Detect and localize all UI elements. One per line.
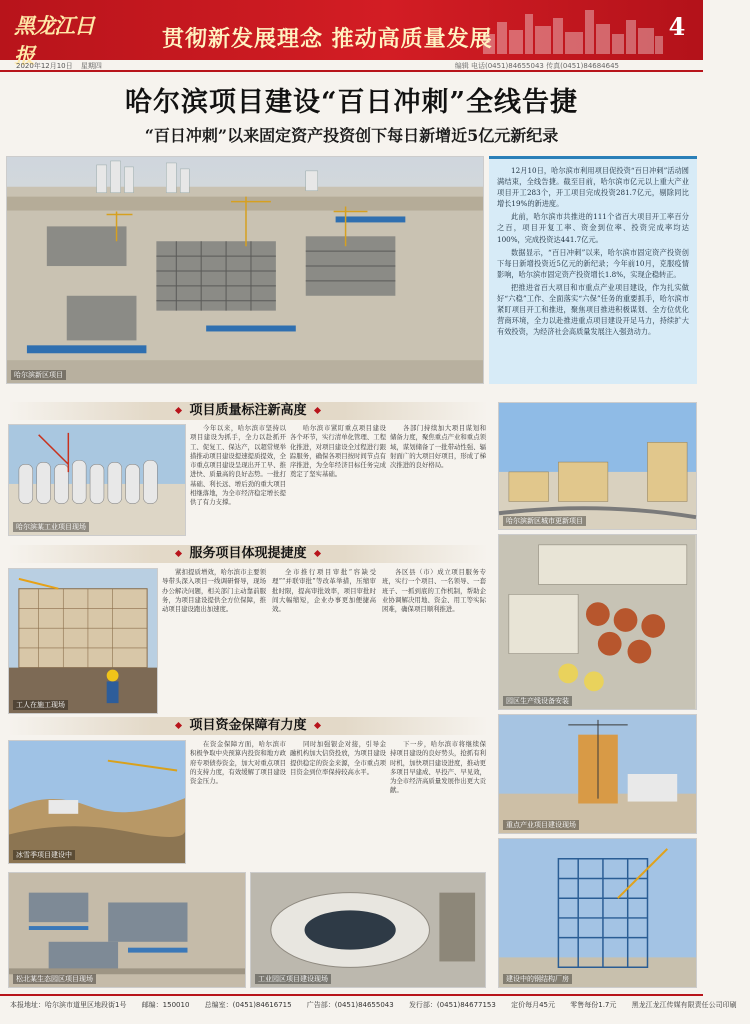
section3-photo-caption: 冰雪季项目建设中 — [13, 850, 75, 860]
issue-weekday: 星期四 — [80, 62, 102, 70]
heading-ornament — [175, 550, 182, 557]
sub-headline: “百日冲刺”以来固定资产投资创下每日新增近5亿元新纪录 — [144, 126, 559, 145]
bottom-left-photo — [8, 872, 246, 988]
page-footer — [0, 994, 737, 1024]
footer-distribution: 发行部：(0451)84677153 — [408, 1001, 496, 1009]
heading-ornament — [175, 407, 182, 414]
body-paragraph: 同时加强银企对接，引导金融机构加大信贷投放，为项目建设提供稳定的资金来源，全市重点项目资金到位率保持较高水平。 — [290, 740, 386, 776]
section3-text-col3 — [390, 740, 486, 866]
right-photo-2 — [498, 534, 697, 710]
heading-ornament — [313, 550, 320, 557]
bottom-middle-caption: 工业园区项目建设现场 — [255, 974, 331, 984]
body-paragraph: 在资金保障方面，哈尔滨市积极争取中央预算内投资和地方政府专项债券资金，加大对重点项目的支持力度，有效缓解了项目建设资金压力。 — [190, 740, 286, 786]
hero-construction-photo — [6, 156, 484, 384]
section-title: 服务项目体现提捷度 — [189, 546, 307, 561]
lead-paragraph: 数据显示，“百日冲刺”以来，哈尔滨市固定资产投资创下每日新增投资近5亿元的新纪录；今年前10月，克服疫情影响，哈尔滨市固定资产投资增长1.8%，实现企稳转正。 — [497, 247, 689, 279]
section1-photo-caption: 哈尔滨某工业项目现场 — [13, 522, 89, 532]
section-heading-service — [8, 545, 488, 563]
section-title: 项目质量标注新高度 — [189, 403, 307, 418]
footer-postcode: 邮编：150010 — [141, 1001, 190, 1009]
right-photo-2-caption: 园区生产线设备安装 — [503, 696, 572, 706]
editor-contact: 编辑 电话(0451)84655043 传真(0451)84684645 — [454, 62, 619, 70]
body-paragraph: 哈尔滨市紧盯重点项目建设各个环节，实行清单化管理、工程化推进，对项目建设全过程进行跟踪服务，确保各项目按时间节点有序推进，为全年经济目标任务完成奠定了坚实基础。 — [290, 424, 386, 479]
section1-text-col1 — [190, 424, 286, 540]
heading-ornament — [313, 407, 320, 414]
main-headline: 哈尔滨项目建设“百日冲刺”全线告捷 — [124, 87, 579, 118]
body-paragraph: 各部门持续加大项目谋划和储备力度，聚焦重点产业和重点领域，谋划储备了一批带动性强、辐射面广的大项目好项目，形成了梯次推进的良好格局。 — [390, 424, 486, 470]
footer-annual-price: 定价每月45元 — [511, 1001, 555, 1009]
right-photo-4-caption: 建设中的钢结构厂房 — [503, 974, 572, 984]
footer-retail-price: 零售每份1.7元 — [570, 1001, 617, 1009]
lead-paragraph: 此前，哈尔滨市共推进的111个省百大项目开工率百分之百，项目开复工率、资金到位率、投资完成率均达100%，完成投资达441.7亿元。 — [497, 212, 689, 244]
page-number: 4 — [668, 12, 686, 41]
section2-text-col3 — [382, 568, 486, 708]
right-photo-3 — [498, 714, 697, 834]
section1-text-col3 — [390, 424, 486, 540]
hero-photo-caption: 哈尔滨新区项目 — [11, 370, 66, 380]
section1-text-col2 — [290, 424, 386, 540]
footer-ads: 广告部：(0451)84655043 — [306, 1001, 394, 1009]
lead-paragraph: 把推进省百大项目和市重点产业项目建设，作为扎实做好“六稳”工作、全面落实“六保”任务的重要抓手，哈尔滨市紧盯项目开工和推进，聚焦项目推进积极谋划、全方位优化营商环境，全力以赴推进重点项目建设开足马力，持续扩大有效投资，为经济社会高质量发展注入强劲动力。 — [497, 282, 689, 337]
section1-photo — [8, 424, 186, 536]
page-slogan: 贯彻新发展理念 推动高质量发展 — [162, 27, 493, 52]
heading-ornament — [175, 722, 182, 729]
section3-photo — [8, 740, 186, 864]
section2-photo-caption: 工人在施工现场 — [13, 700, 68, 710]
right-photo-1 — [498, 402, 697, 530]
masthead-rule — [0, 70, 703, 72]
footer-printer: 黑龙江龙江传媒有限责任公司印刷 — [631, 1001, 737, 1009]
section2-text-col1 — [162, 568, 266, 708]
lead-paragraph: 12月10日，哈尔滨市利用项目促投资“百日冲刺”活动圆满结束，全线告捷。截至目前，哈尔滨市亿元以上重大产业项目开工283个，开工项目完成投资281.7亿元，剔除同比增长19%的新进度。 — [497, 166, 689, 209]
footer-address: 本报地址：哈尔滨市道里区地段街1号 — [10, 1001, 127, 1009]
lead-summary-box — [489, 156, 697, 384]
section-title: 项目资金保障有力度 — [189, 718, 307, 733]
section-heading-funding — [8, 717, 488, 735]
bottom-left-caption: 松北某生态园区项目现场 — [13, 974, 96, 984]
right-photo-4 — [498, 838, 697, 988]
body-paragraph: 全市推行项目审批“容缺受理”“并联审批”等改革举措，压缩审批时限，提高审批效率，项目审批时间大幅缩短，企业办事更加便捷高效。 — [272, 568, 376, 614]
body-paragraph: 今年以来，哈尔滨市坚持以项目建设为抓手，全力以赴抓开工、促复工、保达产，以超常规举措推动项目建设提速提质提效，全市重点项目建设呈现出开工早、推进快、质量高的良好态势。一批打基础、利长远、增后劲的重大项目相继落地，为全市经济稳定增长提供了有力支撑。 — [190, 424, 286, 507]
newspaper-logo: 黑龙江日报 — [14, 13, 94, 68]
footer-office: 总编室：(0451)84616715 — [204, 1001, 292, 1009]
section-heading-quality — [8, 402, 488, 420]
body-paragraph: 紧扣提质增效，哈尔滨市主要领导带头深入项目一线调研督导，现场办公解决问题，相关部门主动靠前服务，为项目建设提供全方位保障，推动项目建设跑出加速度。 — [162, 568, 266, 614]
body-paragraph: 各区县（市）成立项目服务专班，实行一个项目、一名领导、一套班子、一抓到底的工作机制，帮助企业协调解决用地、资金、用工等实际困难，确保项目顺利推进。 — [382, 568, 486, 614]
bottom-middle-photo — [250, 872, 486, 988]
issue-date: 2020年12月10日 — [16, 62, 73, 70]
section2-photo — [8, 568, 158, 714]
body-paragraph: 下一步，哈尔滨市将继续保持项目建设的良好势头，抢抓有利时机，加快项目建设进度，推动更多项目早建成、早投产、早见效，为全市经济高质量发展作出更大贡献。 — [390, 740, 486, 795]
right-photo-1-caption: 哈尔滨新区城市更新项目 — [503, 516, 586, 526]
section3-text-col1 — [190, 740, 286, 866]
section3-text-col2 — [290, 740, 386, 866]
heading-ornament — [313, 722, 320, 729]
right-photo-3-caption: 重点产业项目建设现场 — [503, 820, 579, 830]
section2-text-col2 — [272, 568, 376, 708]
